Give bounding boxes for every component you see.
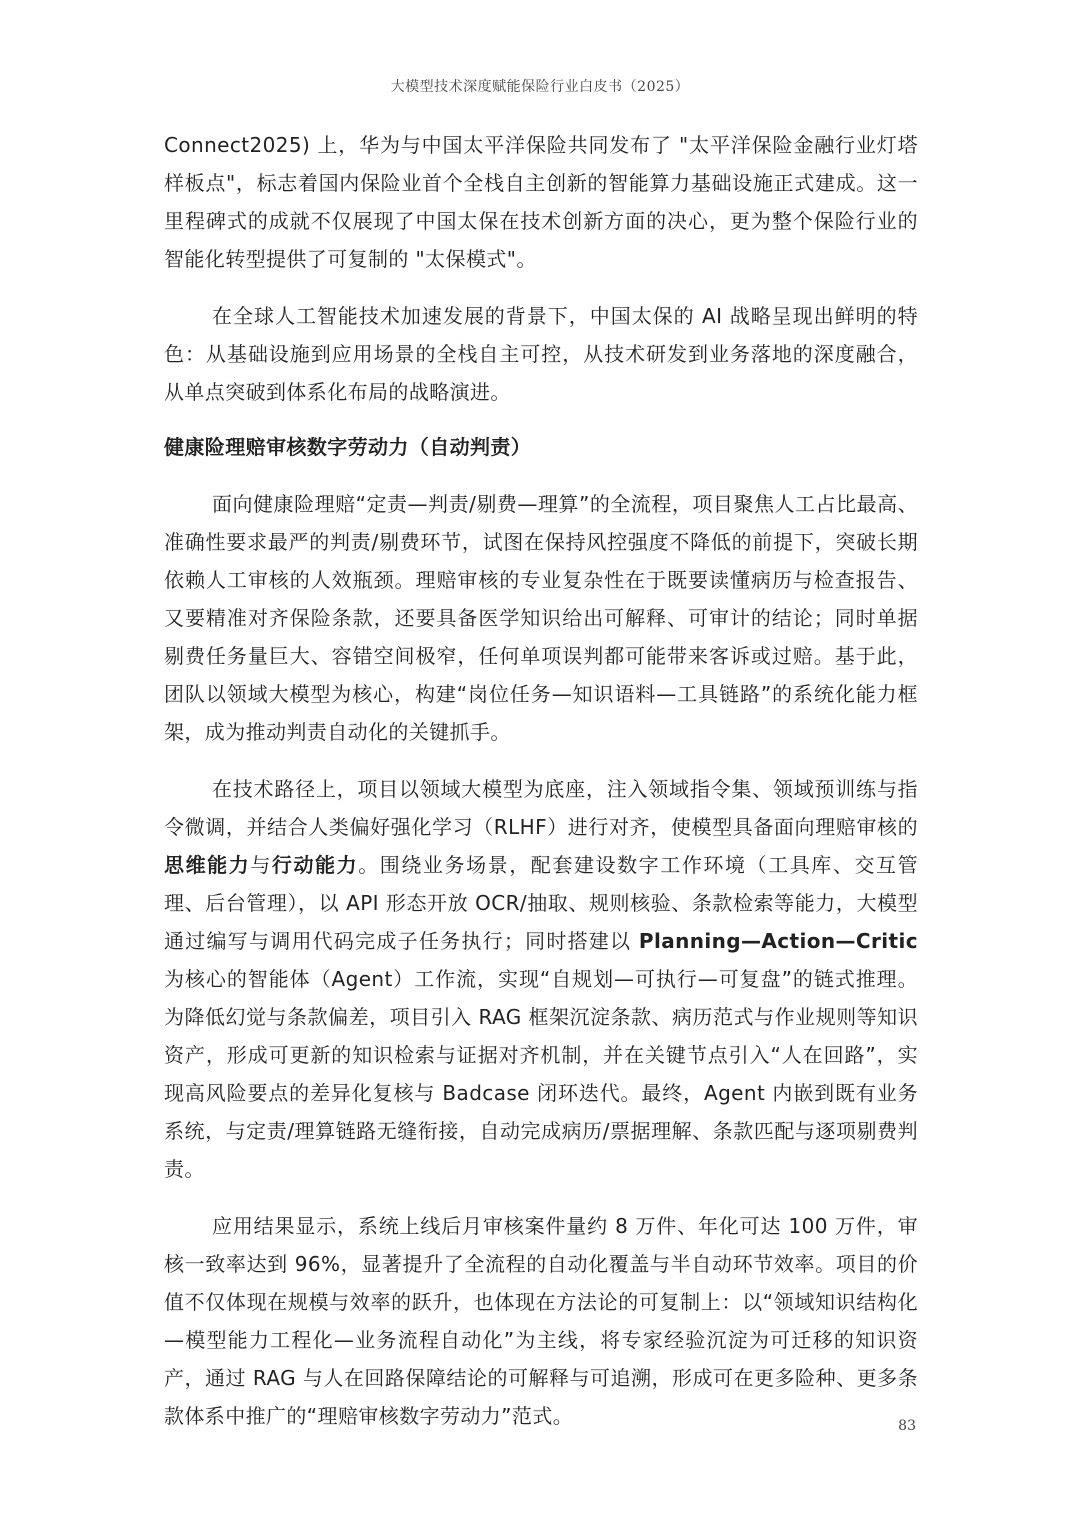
page-number: 83 [898,1418,916,1434]
intro-paragraph-2: 在全球人工智能技术加速发展的背景下，中国太保的 AI 战略呈现出鲜明的特色：从基础设施到应用场景的全栈自主可控，从技术研发到业务落地的深度融合，从单点突破到体系化布局的战略演进。 [164,304,918,404]
bold-term-action-ability: 行动能力 [271,853,359,877]
section-paragraph-2 [164,770,918,1188]
bold-term-thinking-ability: 思维能力 [164,853,251,877]
page-body [164,126,918,1454]
paragraph-text-run: 。围绕业务场景，配套建设数字工作环境（工具库、交互管理、后台管理），以 API 形态开放 OCR/抽取、规则核验、条款检索等能力，大模型通过编写与调用代码完成子任务执行；同时搭建以 [164,853,918,953]
section-heading: 健康险理赔审核数字劳动力（自动判责） [164,435,532,459]
intro-paragraph-1: Connect2025) 上，华为与中国太平洋保险共同发布了 "太平洋保险金融行业灯塔样板点"，标志着国内保险业首个全栈自主创新的智能算力基础设施正式建成。这一里程碑式的成就不仅展现了中国太保在技术创新方面的决心，更为整个保险行业的智能化转型提供了可复制的 "太保模式"。 [164,133,918,271]
paragraph-text-run: 在技术路径上，项目以领域大模型为底座，注入领域指令集、领域预训练与指令微调，并结合人类偏好强化学习（RLHF）进行对齐，使模型具备面向理赔审核的 [164,777,918,839]
bold-term-planning-action-critic: Planning—Action—Critic [638,929,918,953]
running-header: 大模型技术深度赋能保险行业白皮书（2025） [390,79,690,95]
section-paragraph-1: 面向健康险理赔“定责—判责/剔费—理算”的全流程，项目聚焦人工占比最高、准确性要求最严的判责/剔费环节，试图在保持风控强度不降低的前提下，突破长期依赖人工审核的人效瓶颈。理赔审核的专业复杂性在于既要读懂病历与检查报告、又要精准对齐保险条款，还要具备医学知识给出可解释、可审计的结论；同时单据剔费任务量巨大、容错空间极窄，任何单项误判都可能带来客诉或过赔。基于此，团队以领域大模型为核心，构建“岗位任务—知识语料—工具链路”的系统化能力框架，成为推动判责自动化的关键抓手。 [164,492,918,744]
paragraph-text-run: 为核心的智能体（Agent）工作流，实现“自规划—可执行—可复盘”的链式推理。为降低幻觉与条款偏差，项目引入 RAG 框架沉淀条款、病历范式与作业规则等知识资产，形成可更新的知识检索与证据对齐机制，并在关键节点引入“人在回路”，实现高风险要点的差异化复核与 Badcase 闭环迭代。最终，Agent 内嵌到既有业务系统，与定责/理算链路无缝衔接，自动完成病历/票据理解、条款匹配与逐项剔费判责。 [164,967,918,1181]
paragraph-text-run: 与 [250,853,272,877]
section-paragraph-3: 应用结果显示，系统上线后月审核案件量约 8 万件、年化可达 100 万件，审核一致率达到 96%，显著提升了全流程的自动化覆盖与半自动环节效率。项目的价值不仅体现在规模与效率的跃升，也体现在方法论的可复制上：以“领域知识结构化—模型能力工程化—业务流程自动化”为主线，将专家经验沉淀为可迁移的知识资产，通过 RAG 与人在回路保障结论的可解释与可追溯，形成可在更多险种、更多条款体系中推广的“理赔审核数字劳动力”范式。 [164,1214,918,1428]
